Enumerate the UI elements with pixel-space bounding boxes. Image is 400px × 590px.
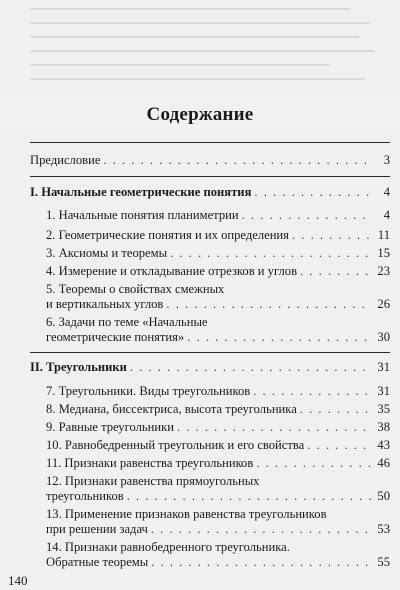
toc-entry-label: Предисловие xyxy=(30,153,101,167)
toc-entry-14[interactable] xyxy=(46,540,390,570)
leader-dots xyxy=(300,264,371,279)
leader-dots xyxy=(166,297,371,312)
toc-entry-label-line1: 6. Задачи по теме «Начальные xyxy=(46,315,208,329)
toc-section-heading-2[interactable] xyxy=(30,360,390,375)
leader-dots xyxy=(292,228,371,243)
toc-entry-13[interactable] xyxy=(46,507,390,537)
leader-dots xyxy=(187,330,371,345)
toc-entry-8[interactable] xyxy=(46,402,390,417)
toc-entry-label: геометрические понятия» xyxy=(46,330,185,344)
leader-dots xyxy=(151,555,371,570)
toc-entry-page: 3 xyxy=(383,153,390,167)
toc-entry-page: 38 xyxy=(377,420,390,434)
toc-entry-page: 50 xyxy=(377,489,390,503)
toc-entry-label: 8. Медиана, биссектриса, высота треугольника xyxy=(46,402,297,416)
toc-entry-page: 30 xyxy=(377,330,390,344)
toc-entry-2[interactable] xyxy=(46,228,390,243)
toc-entry-label: 7. Треугольники. Виды треугольников xyxy=(46,384,251,398)
toc-entry-6[interactable] xyxy=(46,315,390,345)
toc-entry-11[interactable] xyxy=(46,456,390,471)
toc-entry-page: 31 xyxy=(377,360,390,374)
toc-entry-5[interactable] xyxy=(46,282,390,312)
toc-entry-label: 10. Равнобедренный треугольник и его свойства xyxy=(46,438,305,452)
leader-dots xyxy=(253,384,371,399)
page-number: 140 xyxy=(8,573,28,588)
leader-dots xyxy=(307,438,371,453)
toc-entry-page: 4 xyxy=(383,185,390,199)
toc-entry-label-line1: 14. Признаки равнобедренного треугольника. xyxy=(46,540,290,554)
toc-entry-page: 4 xyxy=(383,208,390,222)
toc-entry-1[interactable] xyxy=(46,208,390,223)
leader-dots xyxy=(170,246,371,261)
toc-entry-label: 3. Аксиомы и теоремы xyxy=(46,246,168,260)
leader-dots xyxy=(256,456,371,471)
toc-entry-7[interactable] xyxy=(46,384,390,399)
leader-dots xyxy=(127,489,371,504)
toc-entry-page: 26 xyxy=(377,297,390,311)
toc-entry-label: 9. Равные треугольники xyxy=(46,420,174,434)
toc-entry-label: 11. Признаки равенства треугольников xyxy=(46,456,254,470)
toc-entry-label: I. Начальные геометрические понятия xyxy=(30,185,252,199)
toc-entry-label-line1: 13. Применение признаков равенства треугольников xyxy=(46,507,327,521)
toc-section-heading-1[interactable] xyxy=(30,185,390,200)
toc-entry-9[interactable] xyxy=(46,420,390,435)
leader-dots xyxy=(300,402,371,417)
toc-entry-12[interactable] xyxy=(46,474,390,504)
toc-entry-page: 35 xyxy=(377,402,390,416)
page-title: Содержание xyxy=(146,104,254,125)
toc-entry-label: 1. Начальные понятия планиметрии xyxy=(46,208,239,222)
toc-entry-4[interactable] xyxy=(46,264,390,279)
toc-entry-label: 4. Измерение и откладывание отрезков и углов xyxy=(46,264,298,278)
toc-entry-page: 46 xyxy=(377,456,390,470)
toc-entry-label: треугольников xyxy=(46,489,124,503)
toc-entry-page: 23 xyxy=(377,264,390,278)
toc-entry-page: 31 xyxy=(377,384,390,398)
toc-entry-label: и вертикальных углов xyxy=(46,297,164,311)
toc-entry-label: II. Треугольники xyxy=(30,360,127,374)
toc-entry-preface[interactable] xyxy=(30,153,390,168)
rule-under-title xyxy=(30,142,390,143)
toc-entry-10[interactable] xyxy=(46,438,390,453)
toc-entry-page: 15 xyxy=(377,246,390,260)
toc-entry-label-line1: 5. Теоремы о свойствах смежных xyxy=(46,282,225,296)
leader-dots xyxy=(242,208,371,223)
leader-dots xyxy=(254,185,371,200)
leader-dots xyxy=(130,360,371,375)
rule-section-1 xyxy=(30,176,390,177)
toc-entry-label: 2. Геометрические понятия и их определения xyxy=(46,228,289,242)
toc-entry-label-line1: 12. Признаки равенства прямоугольных xyxy=(46,474,260,488)
rule-section-2 xyxy=(30,352,390,353)
toc-entry-label: Обратные теоремы xyxy=(46,555,149,569)
leader-dots xyxy=(177,420,371,435)
toc-entry-3[interactable] xyxy=(46,246,390,261)
toc-entry-page: 43 xyxy=(377,438,390,452)
leader-dots xyxy=(151,522,371,537)
toc-entry-page: 55 xyxy=(377,555,390,569)
toc-entry-label: при решении задач xyxy=(46,522,148,536)
toc-entry-page: 53 xyxy=(377,522,390,536)
leader-dots xyxy=(103,153,371,168)
toc-entry-page: 11 xyxy=(377,228,390,242)
